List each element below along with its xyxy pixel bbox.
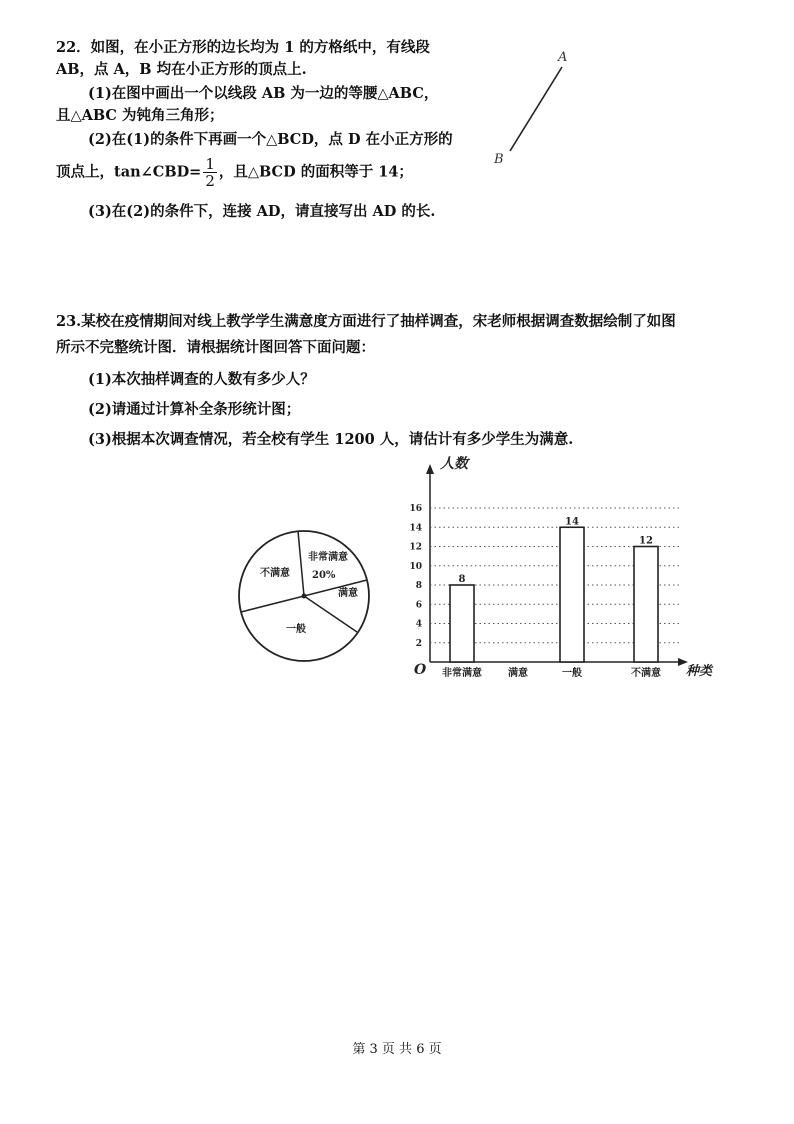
pie-label-satisfied: 满意 (338, 588, 358, 599)
segment-ab-figure (490, 45, 600, 175)
x-category-label: 满意 (508, 668, 528, 679)
q23-item-3: (3)根据本次调查情况，若全校有学生 1200 人，请估计有多少学生为满意. (88, 431, 574, 448)
q22-item-2b-pre: 顶点上，tan∠CBD= (56, 163, 202, 181)
pie-divider-left (241, 596, 304, 612)
q22-item-1b: 且△ABC 为钝角三角形； (56, 107, 224, 124)
pie-chart (232, 528, 382, 668)
y-tick-label: 2 (415, 638, 422, 649)
y-axis-arrow (426, 464, 434, 474)
y-tick-label: 16 (409, 504, 422, 514)
q22-line-2: AB，点 A，B 均在小正方形的顶点上. (56, 61, 307, 78)
bar-value-label: 12 (639, 535, 653, 547)
point-b-label: B (494, 152, 504, 167)
pie-divider-top (298, 531, 304, 596)
q22-item-2b (56, 156, 413, 189)
page-footer: 第 3 页 共 6 页 (352, 1042, 442, 1057)
y-tick-label: 10 (409, 561, 422, 572)
q22-item-2b-post: ，且△BCD 的面积等于 14； (218, 163, 413, 181)
y-tick-label: 6 (415, 600, 422, 611)
q22-line-1: 22．如图，在小正方形的边长均为 1 的方格纸中，有线段 (56, 39, 430, 56)
y-tick-label: 8 (415, 581, 422, 591)
q22-item-1a: (1)在图中画出一个以线段 AB 为一边的等腰△ABC， (88, 85, 439, 102)
y-axis-label: 人数 (440, 456, 468, 472)
y-tick-label: 4 (415, 619, 422, 630)
y-tick-label: 14 (409, 523, 422, 534)
pie-center (302, 594, 307, 599)
pie-label-average: 一般 (286, 624, 306, 635)
bar-chart (400, 452, 730, 682)
pie-label-percent: 20% (312, 570, 336, 581)
point-a-label: A (558, 50, 568, 65)
origin-label: O (414, 662, 427, 678)
q23-item-2: (2)请通过计算补全条形统计图； (88, 401, 301, 418)
pie-label-very-satisfied: 非常满意 (308, 552, 348, 563)
x-category-label: 不满意 (631, 668, 661, 679)
y-tick-label: 12 (409, 542, 422, 553)
x-axis-label: 种类 (686, 664, 713, 679)
bar-value-label: 14 (565, 516, 579, 528)
bar (450, 585, 474, 662)
q22-item-3: (3)在(2)的条件下，连接 AD，请直接写出 AD 的长. (88, 203, 436, 220)
q23-line-1: 23.某校在疫情期间对线上教学学生满意度方面进行了抽样调查，宋老师根据调查数据绘制了如图 (56, 313, 676, 330)
q22-item-2a: (2)在(1)的条件下再画一个△BCD，点 D 在小正方形的 (88, 131, 453, 148)
q23-item-1: (1)本次抽样调查的人数有多少人？ (88, 371, 315, 388)
bar-value-label: 8 (458, 574, 466, 585)
bar (560, 527, 584, 662)
q23-line-2: 所示不完整统计图．请根据统计图回答下面问题： (56, 339, 375, 356)
pie-divider-lower-right (304, 596, 357, 632)
fraction-numerator: 1 (205, 155, 215, 173)
pie-label-unsatisfied: 不满意 (260, 568, 290, 579)
x-category-label: 一般 (562, 668, 582, 679)
x-category-label: 非常满意 (442, 668, 482, 679)
fraction-one-half (203, 156, 217, 189)
segment-ab (510, 67, 562, 151)
fraction-denominator: 2 (205, 172, 215, 190)
bar (634, 547, 658, 663)
